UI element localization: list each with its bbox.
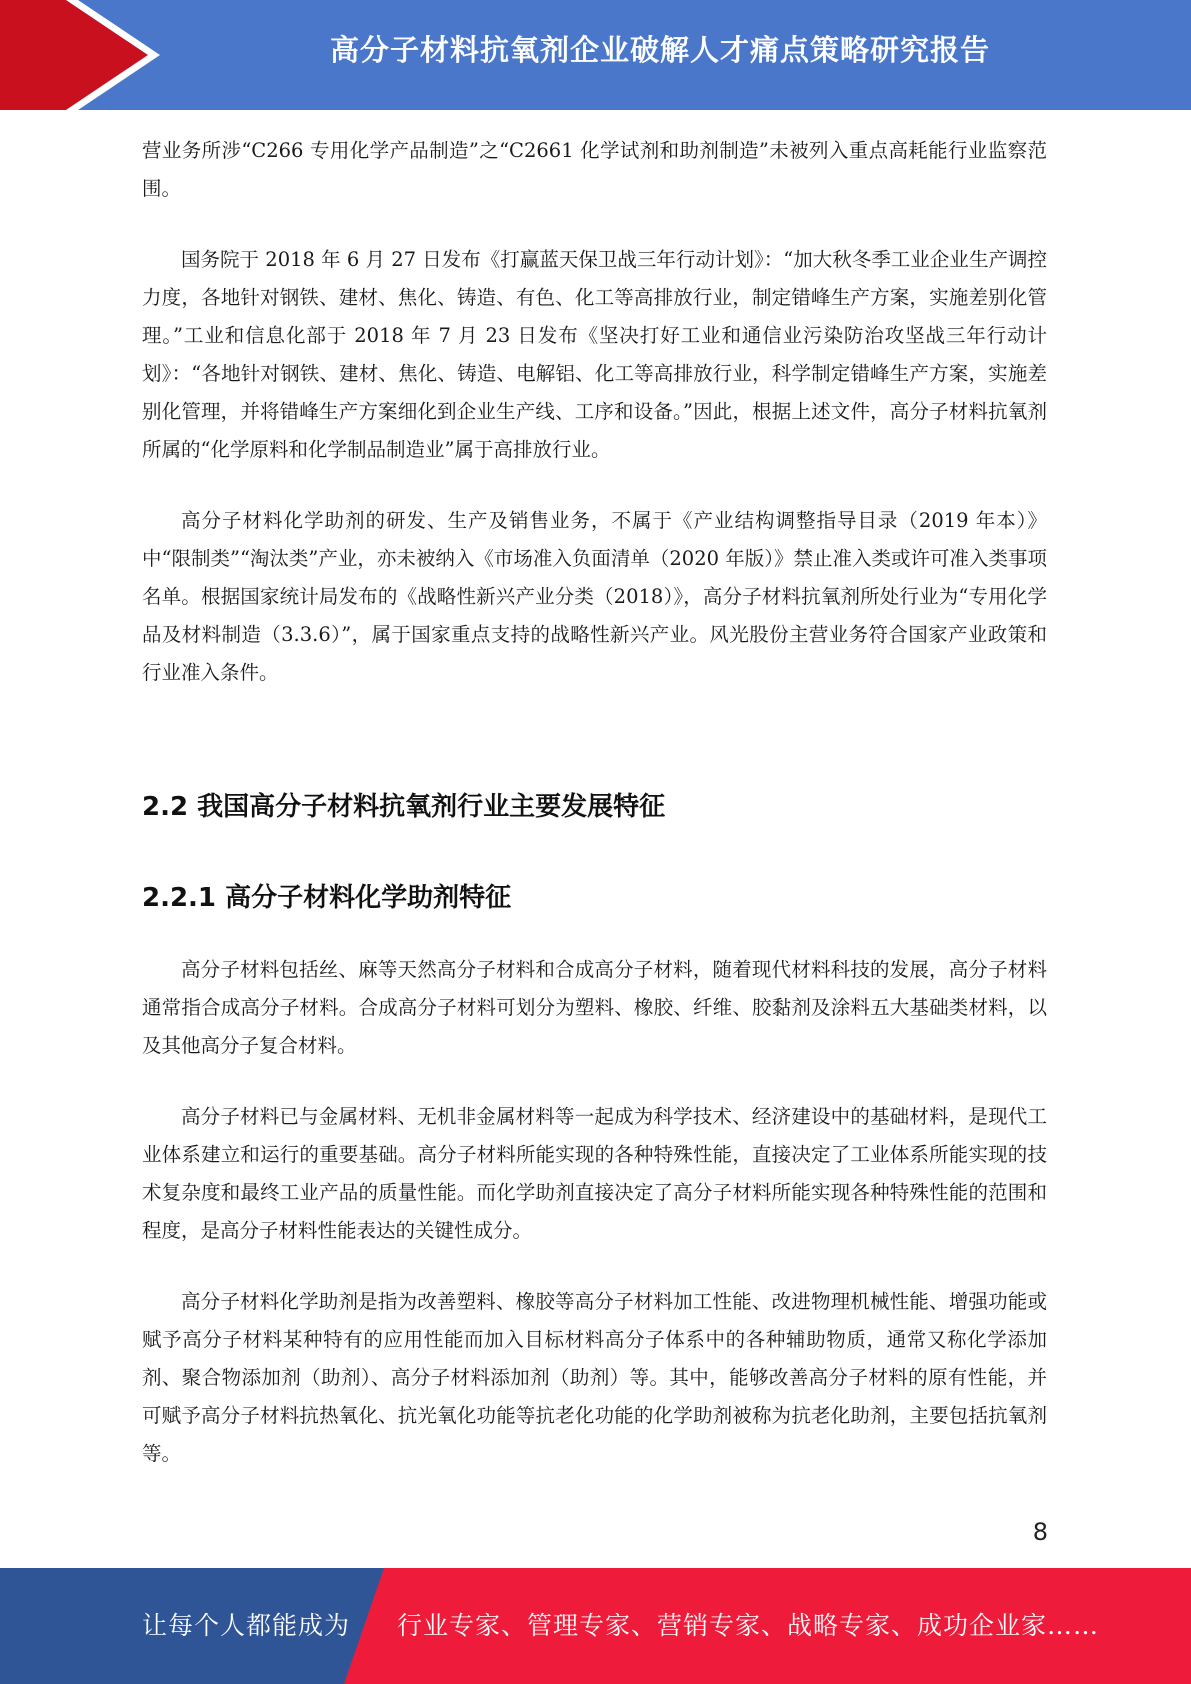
- subsection-heading: 2.2.1 高分子材料化学助剂特征: [142, 883, 512, 913]
- chevron-arrow-icon: [0, 0, 160, 110]
- page-number: 8: [1032, 1518, 1048, 1546]
- body-paragraph: 高分子材料已与金属材料、无机非金属材料等一起成为科学技术、经济建设中的基础材料，是现代工业体系建立和运行的重要基础。高分子材料所能实现的各种特殊性能，直接决定了工业体系所能实现的技术复杂度和最终工业产品的质量性能。而化学助剂直接决定了高分子材料所能实现各种特殊性能的范围和程度，是高分子材料性能表达的关键性成分。: [142, 1105, 1047, 1242]
- body-paragraph: 高分子材料化学助剂的研发、生产及销售业务，不属于《产业结构调整指导目录（2019 年本）》中“限制类”“淘汰类”产业，亦未被纳入《市场准入负面清单（2020 年版）》禁止准入类或许可准入类事项名单。根据国家统计局发布的《战略性新兴产业分类（2018）》，高分子材料抗氧剂所处行业为“专用化学品及材料制造（3.3.6）”，属于国家重点支持的战略性新兴产业。风光股份主营业务符合国家产业政策和行业准入条件。: [142, 509, 1047, 684]
- header-title: 高分子材料抗氧剂企业破解人才痛点策略研究报告: [329, 33, 990, 67]
- body-paragraph: 国务院于 2018 年 6 月 27 日发布《打赢蓝天保卫战三年行动计划》：“加大秋冬季工业企业生产调控力度，各地针对钢铁、建材、焦化、铸造、有色、化工等高排放行业，制定错峰生产方案，实施差别化管理。”工业和信息化部于 2018 年 7 月 23 日发布《坚决打好工业和通信业污染防治攻坚战三年行动计划》：“各地针对钢铁、建材、焦化、铸造、电解铝、化工等高排放行业，科学制定错峰生产方案，实施差别化管理，并将错峰生产方案细化到企业生产线、工序和设备。”因此，根据上述文件，高分子材料抗氧剂所属的“化学原料和化学制品制造业”属于高排放行业。: [142, 248, 1047, 461]
- body-text-top: [142, 132, 1047, 692]
- footer-slogan-right: 行业专家、管理专家、营销专家、战略专家、成功企业家……: [397, 1611, 1100, 1640]
- page-header: [0, 0, 1191, 110]
- body-paragraph: 高分子材料化学助剂是指为改善塑料、橡胶等高分子材料加工性能、改进物理机械性能、增强功能或赋予高分子材料某种特有的应用性能而加入目标材料高分子体系中的各种辅助物质，通常又称化学添加剂、聚合物添加剂（助剂）、高分子材料添加剂（助剂）等。其中，能够改善高分子材料的原有性能，并可赋予高分子材料抗热氧化、抗光氧化功能等抗老化功能的化学助剂被称为抗老化助剂，主要包括抗氧剂等。: [142, 1290, 1047, 1465]
- footer-slogan-left: 让每个人都能成为: [142, 1611, 351, 1640]
- page-footer: [0, 1568, 1191, 1684]
- body-paragraph: 营业务所涉“C266 专用化学产品制造”之“C2661 化学试剂和助剂制造”未被列入重点高耗能行业监察范围。: [142, 139, 1047, 200]
- body-paragraph: 高分子材料包括丝、麻等天然高分子材料和合成高分子材料，随着现代材料科技的发展，高分子材料通常指合成高分子材料。合成高分子材料可划分为塑料、橡胶、纤维、胶黏剂及涂料五大基础类材料，以及其他高分子复合材料。: [142, 958, 1047, 1057]
- section-heading: 2.2 我国高分子材料抗氧剂行业主要发展特征: [142, 792, 666, 822]
- body-text-bottom: [142, 951, 1047, 1473]
